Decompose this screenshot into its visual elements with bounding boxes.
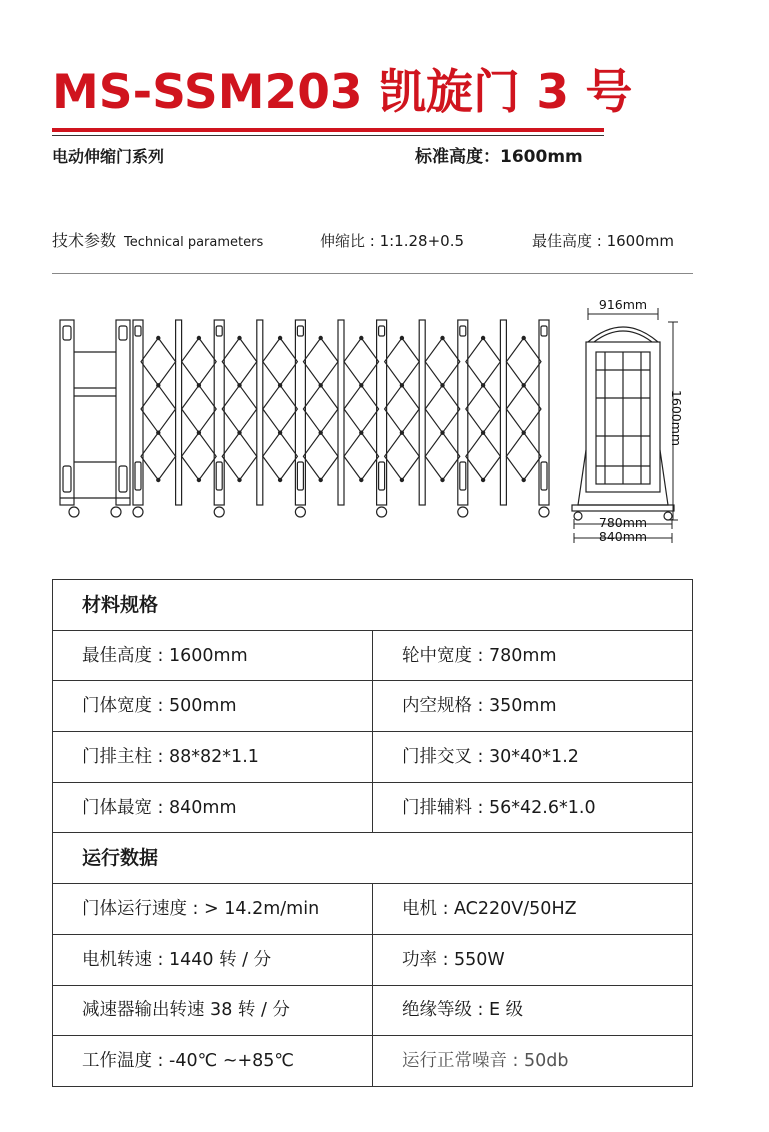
title-underline-red: [52, 128, 604, 132]
spec-cell: 门排辅料 : 56*42.6*1.0: [373, 782, 693, 833]
dim-top-width: 916mm: [598, 297, 648, 312]
title-underline-black: [52, 135, 604, 136]
wheel: [111, 507, 121, 517]
gate-post: [176, 320, 182, 505]
wheel: [214, 507, 224, 517]
spec-cell: 门体最宽 : 840mm: [53, 782, 373, 833]
spec-cell: 减速器输出转速 38 转 / 分: [53, 985, 373, 1036]
spec-cell: 门体运行速度 : > 14.2m/min: [53, 884, 373, 935]
spec-row: [53, 884, 693, 935]
spec-cell: 门排交叉 : 30*40*1.2: [373, 732, 693, 783]
spec-row: [53, 985, 693, 1036]
spec-cell: 绝缘等级 : E 级: [373, 985, 693, 1036]
spec-row: [53, 1036, 693, 1087]
spec-cell: 电机转速 : 1440 转 / 分: [53, 934, 373, 985]
head-post: [116, 320, 130, 505]
wheel: [377, 507, 387, 517]
spec-row: [53, 934, 693, 985]
spec-cell: 工作温度 : -40℃ ~+85℃: [53, 1036, 373, 1087]
wheel: [133, 507, 143, 517]
wheel: [295, 507, 305, 517]
spec-row: [53, 681, 693, 732]
dim-base-width: 840mm: [598, 529, 648, 544]
params-divider: [52, 273, 693, 274]
standard-height: 标准高度：1600mm: [415, 147, 583, 167]
spec-table: [52, 579, 693, 1087]
dim-wheel-width: 780mm: [598, 515, 648, 530]
page-title: MS-SSM203 凯旋门 3 号: [52, 65, 633, 120]
gate-side-view: [572, 327, 674, 520]
gate-post: [257, 320, 263, 505]
spec-cell: 门体宽度 : 500mm: [53, 681, 373, 732]
product-series: 电动伸缩门系列: [52, 147, 165, 166]
telescopic-ratio: 伸缩比 : 1:1.28+0.5: [320, 232, 465, 250]
tech-params-label-en: Technical parameters: [124, 235, 264, 250]
section-header-operation: 运行数据: [53, 833, 693, 884]
tech-params-label: [52, 230, 263, 252]
wheel: [69, 507, 79, 517]
gate-post: [338, 320, 344, 505]
gate-post: [500, 320, 506, 505]
head-post: [60, 320, 74, 505]
best-height: 最佳高度 : 1600mm: [532, 232, 674, 250]
gate-post: [419, 320, 425, 505]
spec-row: [53, 732, 693, 783]
spec-cell: 功率 : 550W: [373, 934, 693, 985]
spec-row: [53, 630, 693, 681]
tech-params-label-cn: 技术参数: [52, 231, 117, 250]
spec-cell: 内空规格 : 350mm: [373, 681, 693, 732]
spec-cell: 最佳高度 : 1600mm: [53, 630, 373, 681]
spec-cell: 电机 : AC220V/50HZ: [373, 884, 693, 935]
gate-drawing: [50, 290, 700, 550]
dim-height: 1600mm: [669, 389, 684, 447]
dimension-lines: [574, 308, 678, 543]
wheel: [458, 507, 468, 517]
spec-cell: 轮中宽度 : 780mm: [373, 630, 693, 681]
spec-row: [53, 782, 693, 833]
spec-cell: 门排主柱 : 88*82*1.1: [53, 732, 373, 783]
gate-front-view: [60, 320, 549, 517]
section-header-material: 材料规格: [53, 580, 693, 631]
wheel: [539, 507, 549, 517]
spec-cell: 运行正常噪音 : 50db: [373, 1036, 693, 1087]
